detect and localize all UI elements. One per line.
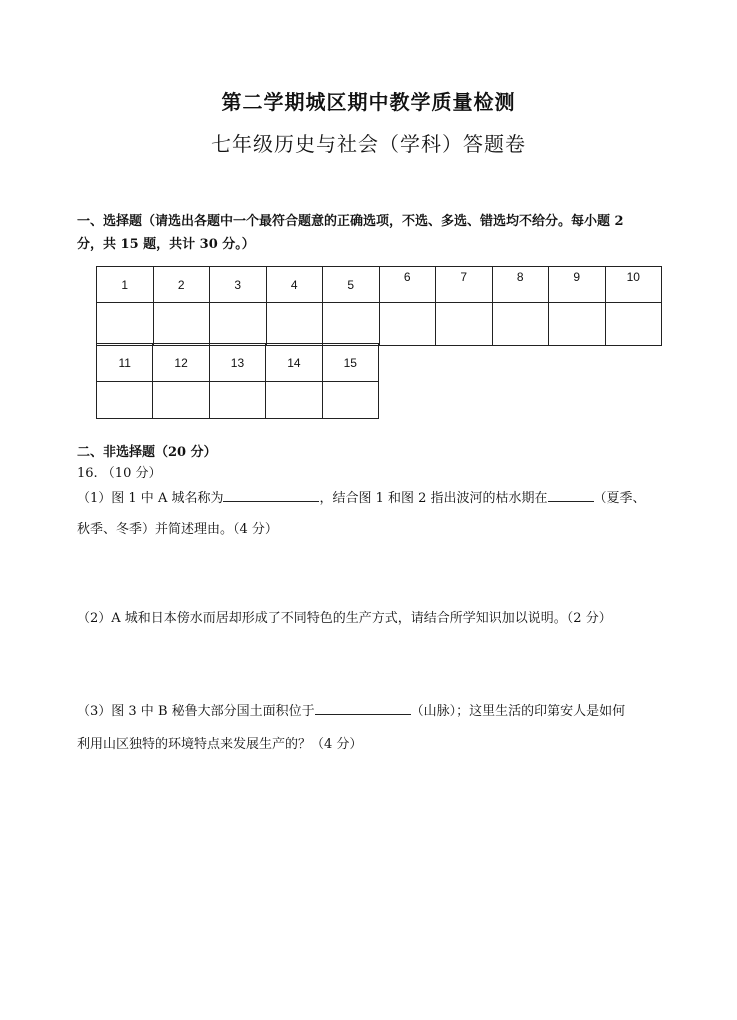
question-2-text: （2）A 城和日本傍水而居却形成了不同特色的生产方式，请结合所学知识加以说明。（2 分）	[77, 611, 612, 626]
answer-cell[interactable]	[153, 303, 210, 346]
question-number: 14	[266, 344, 322, 382]
answer-cell[interactable]	[97, 303, 154, 346]
section1-heading-line1: 一、选择题（请选出各题中一个最符合题意的正确选项，不选、多选、错选均不给分。每小题 2	[77, 214, 624, 229]
question-16-label: 16. （10 分）	[77, 466, 162, 481]
question-3-text-b: （山脉）；这里生活的印第安人是如何	[410, 704, 626, 719]
question-number: 6	[379, 267, 436, 303]
question-number: 10	[605, 267, 662, 303]
answer-cell[interactable]	[266, 382, 322, 419]
question-number: 4	[266, 267, 323, 303]
answer-cell[interactable]	[266, 303, 323, 346]
question-1-text-b: ，结合图 1 和图 2 指出波河的枯水期在	[319, 491, 548, 506]
question-3-line2: 利用山区独特的环境特点来发展生产的？（4 分）	[77, 737, 363, 752]
answer-grid-blank-row	[97, 382, 379, 419]
answer-cell[interactable]	[97, 382, 153, 419]
answer-cell[interactable]	[209, 382, 265, 419]
answer-cell[interactable]	[379, 303, 436, 346]
answer-grid-11-15	[96, 343, 379, 419]
section1-heading-line2: 分，共 15 题，共计 30 分。）	[77, 237, 255, 252]
question-number: 3	[210, 267, 267, 303]
mountain-range-blank[interactable]	[315, 702, 411, 715]
question-number: 15	[322, 344, 378, 382]
answer-grid-number-row	[97, 267, 662, 303]
answer-cell[interactable]	[492, 303, 549, 346]
question-number: 2	[153, 267, 210, 303]
answer-cell[interactable]	[153, 382, 209, 419]
question-number: 5	[323, 267, 380, 303]
answer-sheet-subtitle: 七年级历史与社会（学科）答题卷	[211, 132, 526, 156]
answer-cell[interactable]	[323, 303, 380, 346]
city-name-blank[interactable]	[223, 489, 319, 502]
section2-heading: 二、非选择题（20 分）	[77, 445, 217, 460]
answer-grid-number-row	[97, 344, 379, 382]
answer-grid-1-10	[96, 266, 662, 346]
question-number: 12	[153, 344, 209, 382]
question-1-line1	[77, 487, 646, 506]
question-number: 8	[492, 267, 549, 303]
question-number: 9	[549, 267, 606, 303]
answer-cell[interactable]	[322, 382, 378, 419]
question-number: 13	[209, 344, 265, 382]
question-1-line2: 秋季、冬季）并简述理由。（4 分）	[77, 522, 278, 537]
answer-cell[interactable]	[605, 303, 662, 346]
question-number: 7	[436, 267, 493, 303]
question-3-text-a: （3）图 3 中 B 秘鲁大部分国土面积位于	[77, 704, 315, 719]
question-number: 11	[97, 344, 153, 382]
question-number: 1	[97, 267, 154, 303]
answer-cell[interactable]	[549, 303, 606, 346]
answer-cell[interactable]	[210, 303, 267, 346]
question-1-text-a: （1）图 1 中 A 城名称为	[77, 491, 224, 506]
answer-cell[interactable]	[436, 303, 493, 346]
exam-title: 第二学期城区期中教学质量检测	[221, 90, 516, 114]
section1-heading	[77, 210, 667, 256]
question-3-line1	[77, 700, 625, 719]
question-1-text-c: （夏季、	[593, 491, 646, 506]
dry-season-blank[interactable]	[548, 489, 594, 502]
answer-grid-blank-row	[97, 303, 662, 346]
